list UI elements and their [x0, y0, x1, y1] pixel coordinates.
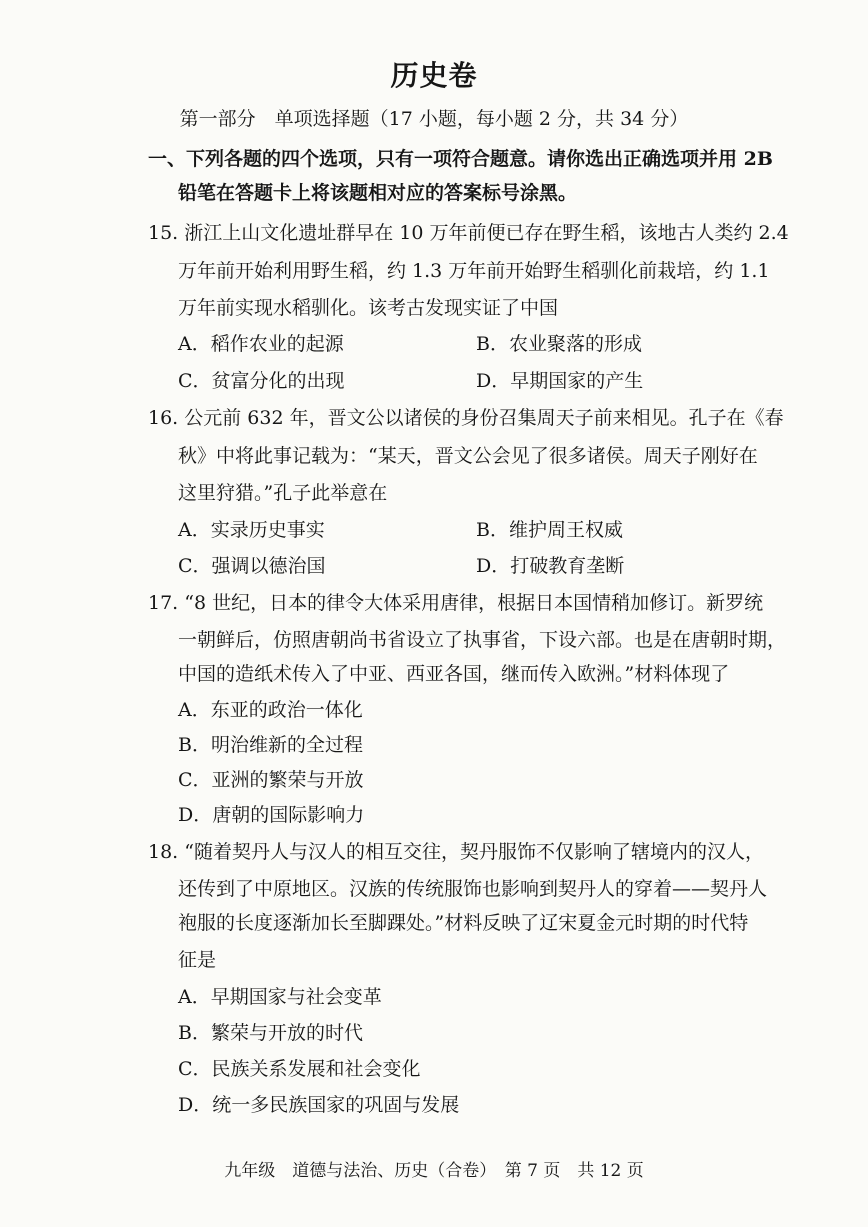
instruction: [148, 142, 788, 210]
option-a: A．实录历史事实: [178, 519, 325, 541]
option-a: A．早期国家与社会变革: [178, 986, 382, 1008]
question-stem-line: 17. “8 世纪，日本的律令大体采用唐律，根据日本国情稍加修订。新罗统: [148, 592, 764, 614]
option-c: C．强调以德治国: [178, 555, 326, 577]
question-stem-line: 秋》中将此事记载为：“某天，晋文公会见了很多诸侯。周天子刚好在: [178, 445, 758, 467]
option-b: B．明治维新的全过程: [178, 734, 363, 756]
option-b: B．维护周王权威: [476, 519, 623, 541]
question-stem-line: 16. 公元前 632 年，晋文公以诸侯的身份召集周天子前来相见。孔子在《春: [148, 407, 784, 429]
question-stem-line: 18. “随着契丹人与汉人的相互交往，契丹服饰不仅影响了辖境内的汉人，: [148, 841, 764, 863]
question-stem-line: 征是: [178, 949, 217, 971]
option-c: C．亚洲的繁荣与开放: [178, 769, 364, 791]
option-a: A．东亚的政治一体化: [178, 699, 363, 721]
instruction-line-2: 铅笔在答题卡上将该题相对应的答案标号涂黑。: [178, 182, 578, 204]
question-stem-line: 万年前开始利用野生稻，约 1.3 万年前开始野生稻驯化前栽培，约 1.1: [178, 260, 770, 282]
option-d: D．统一多民族国家的巩固与发展: [178, 1094, 460, 1116]
question-stem-line: 15. 浙江上山文化遗址群早在 10 万年前便已存在野生稻，该地古人类约 2.4: [148, 222, 789, 244]
question-stem-line: 袍服的长度逐渐加长至脚踝处。”材料反映了辽宋夏金元时期的时代特: [178, 912, 749, 934]
option-c: C．贫富分化的出现: [178, 370, 345, 392]
option-b: B．繁荣与开放的时代: [178, 1022, 363, 1044]
question-stem-line: 中国的造纸术传入了中亚、西亚各国，继而传入欧洲。”材料体现了: [178, 663, 730, 685]
page-footer: 九年级 道德与法治、历史（合卷） 第 7 页 共 12 页: [224, 1161, 644, 1181]
option-d: D．唐朝的国际影响力: [178, 804, 365, 826]
page-title: 历史卷: [390, 59, 478, 92]
part-heading: 第一部分 单项选择题（17 小题，每小题 2 分，共 34 分）: [179, 108, 689, 130]
question-stem-line: 万年前实现水稻驯化。该考古发现实证了中国: [178, 297, 559, 319]
instruction-line-1: 一、下列各题的四个选项，只有一项符合题意。请你选出正确选项并用 2B: [148, 148, 773, 170]
option-c: C．民族关系发展和社会变化: [178, 1058, 421, 1080]
question-stem-line: 这里狩猎。”孔子此举意在: [178, 482, 388, 504]
option-d: D．早期国家的产生: [476, 370, 644, 392]
option-a: A．稻作农业的起源: [178, 333, 344, 355]
question-stem-line: 还传到了中原地区。汉族的传统服饰也影响到契丹人的穿着——契丹人: [178, 878, 768, 900]
question-stem-line: 一朝鲜后，仿照唐朝尚书省设立了执事省，下设六部。也是在唐朝时期，: [178, 629, 787, 651]
option-b: B．农业聚落的形成: [476, 333, 642, 355]
option-d: D．打破教育垄断: [476, 555, 625, 577]
